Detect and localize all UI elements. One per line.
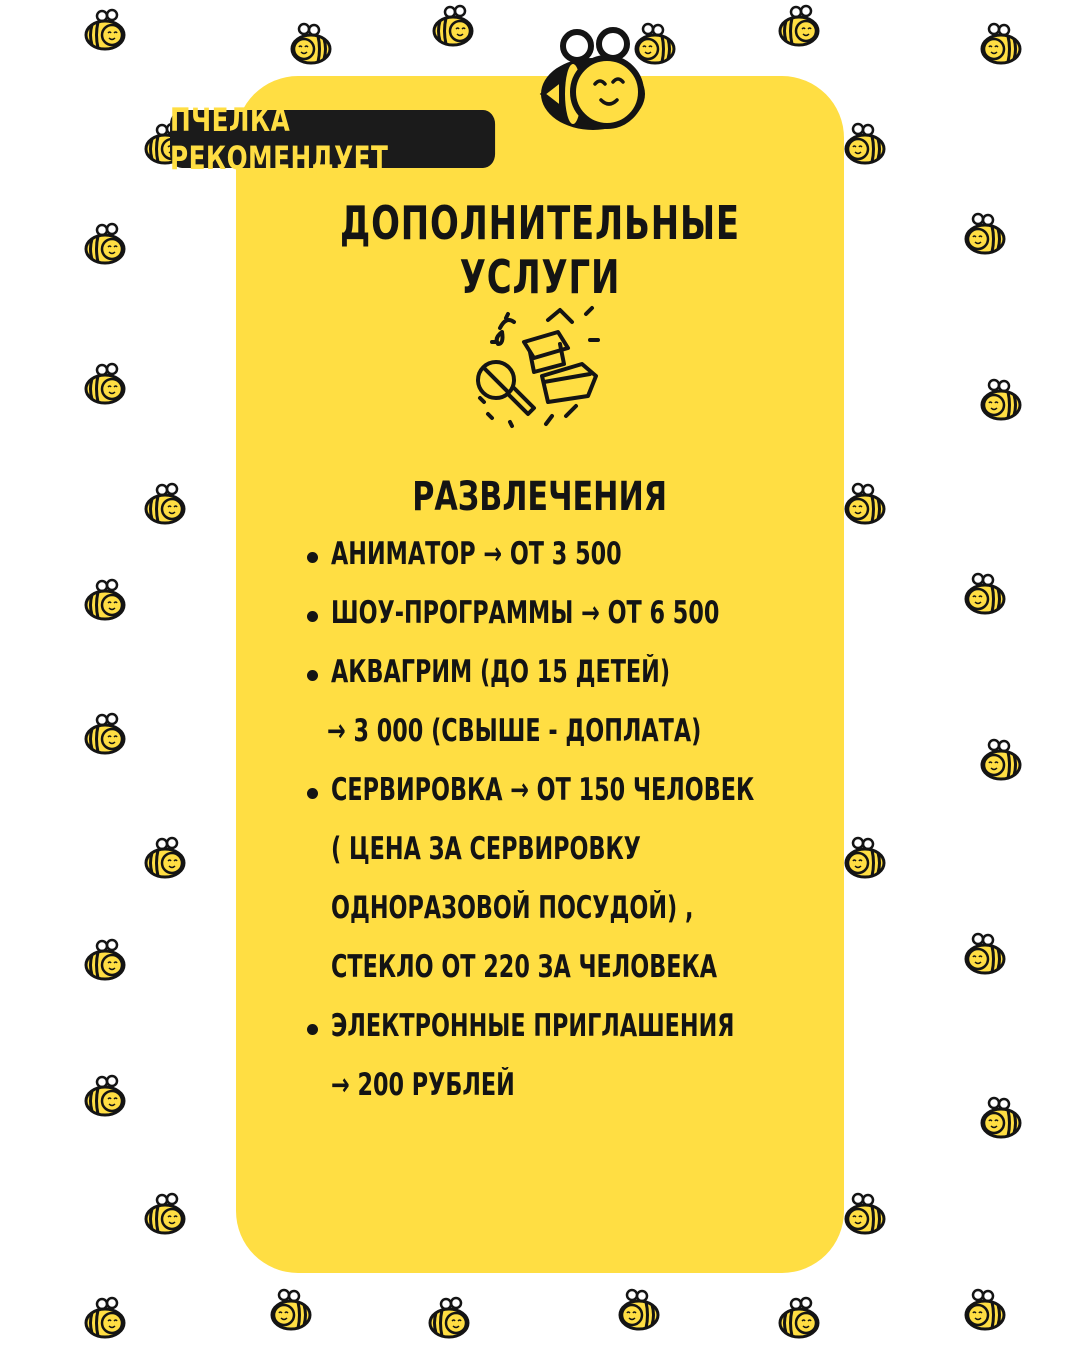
bee-icon bbox=[426, 1296, 472, 1340]
bee-icon bbox=[268, 1288, 314, 1332]
bee-icon bbox=[82, 222, 128, 266]
bee-icon bbox=[962, 1288, 1008, 1332]
bee-icon bbox=[82, 8, 128, 52]
bee-icon bbox=[776, 4, 822, 48]
list-item-continuation: ( ЦЕНА ЗА СЕРВИРОВКУ bbox=[331, 831, 641, 867]
list-item-continuation: СТЕКЛО ОТ 220 ЗА ЧЕЛОВЕКА bbox=[331, 949, 718, 985]
bee-icon bbox=[82, 1074, 128, 1118]
list-item-continuation: → 3 000 (СВЫШЕ - ДОПЛАТА) bbox=[327, 713, 702, 749]
bee-icon bbox=[978, 738, 1024, 782]
bee-icon bbox=[978, 22, 1024, 66]
bee-icon bbox=[142, 1192, 188, 1236]
list-item: АНИМАТОР → ОТ 3 500 bbox=[331, 536, 622, 572]
bee-icon bbox=[142, 836, 188, 880]
bee-mascot-icon bbox=[535, 22, 653, 134]
bee-icon bbox=[842, 122, 888, 166]
bee-icon bbox=[978, 1096, 1024, 1140]
bee-icon bbox=[842, 482, 888, 526]
bee-icon bbox=[978, 378, 1024, 422]
bee-icon bbox=[962, 572, 1008, 616]
bee-icon bbox=[842, 836, 888, 880]
page-title: ДОПОЛНИТЕЛЬНЫЕ УСЛУГИ bbox=[340, 196, 740, 304]
bee-icon bbox=[962, 932, 1008, 976]
section-title: РАЗВЛЕЧЕНИЯ bbox=[412, 474, 668, 520]
list-item-continuation: ОДНОРАЗОВОЙ ПОСУДОЙ) , bbox=[331, 890, 694, 926]
bee-icon bbox=[962, 212, 1008, 256]
bee-icon bbox=[82, 712, 128, 756]
bee-icon bbox=[82, 1296, 128, 1340]
bee-icon bbox=[842, 1192, 888, 1236]
bee-icon bbox=[82, 578, 128, 622]
recommendation-badge bbox=[170, 101, 495, 177]
bullet-dot bbox=[307, 1024, 318, 1035]
badge-label: ПЧЕЛКА РЕКОМЕНДУЕТ bbox=[170, 101, 389, 177]
bee-icon bbox=[430, 4, 476, 48]
bee-icon bbox=[776, 1296, 822, 1340]
bullet-dot bbox=[307, 670, 318, 681]
list-item-continuation: → 200 РУБЛЕЙ bbox=[331, 1067, 515, 1103]
list-item: СЕРВИРОВКА → ОТ 150 ЧЕЛОВЕК bbox=[331, 772, 755, 808]
list-item: ЭЛЕКТРОННЫЕ ПРИГЛАШЕНИЯ bbox=[331, 1008, 735, 1044]
bee-icon bbox=[288, 22, 334, 66]
bee-icon bbox=[142, 482, 188, 526]
list-item: ШОУ-ПРОГРАММЫ → ОТ 6 500 bbox=[331, 595, 720, 631]
bee-icon bbox=[82, 362, 128, 406]
bullet-dot bbox=[307, 552, 318, 563]
list-item: АКВАГРИМ (ДО 15 ДЕТЕЙ) bbox=[331, 654, 671, 690]
bee-icon bbox=[616, 1288, 662, 1332]
bee-icon bbox=[82, 938, 128, 982]
bullet-dot bbox=[307, 788, 318, 799]
party-microphone-icon bbox=[466, 298, 606, 432]
bullet-dot bbox=[307, 611, 318, 622]
